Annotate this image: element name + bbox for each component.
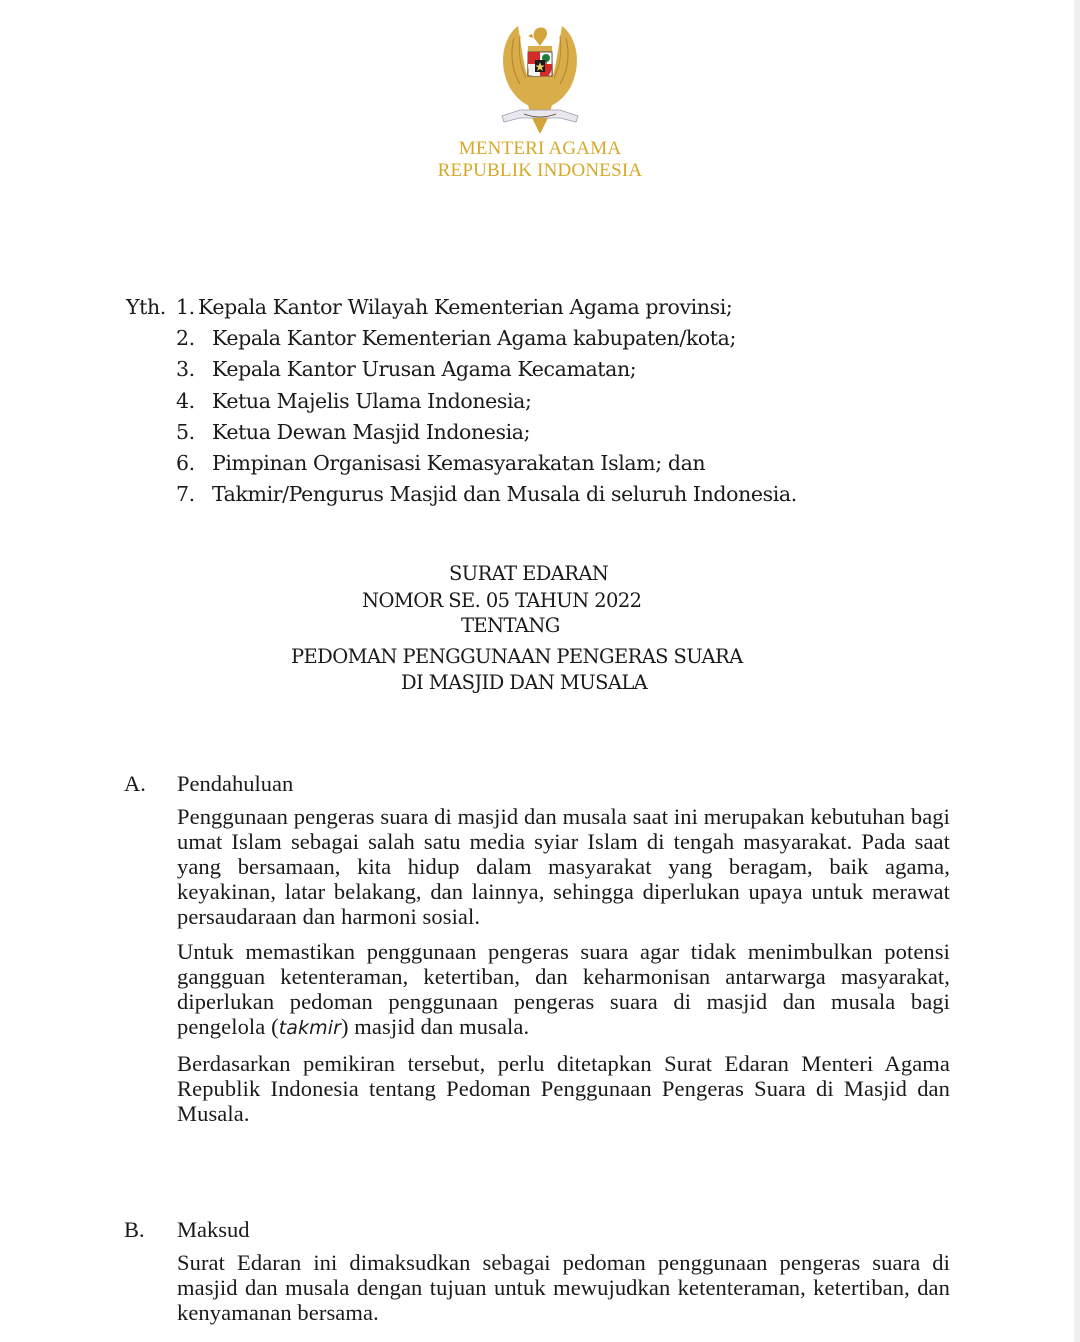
section-title: Maksud	[177, 1217, 250, 1242]
recipient-text: Ketua Dewan Masjid Indonesia;	[212, 419, 531, 444]
recipient-number: 4.	[176, 388, 195, 413]
paragraph	[177, 939, 950, 1041]
recipient-text: Kepala Kantor Urusan Agama Kecamatan;	[212, 357, 637, 382]
recipient-item	[126, 448, 797, 479]
section-title: Pendahuluan	[177, 771, 294, 796]
title-line-tentang: TENTANG	[461, 614, 560, 637]
recipient-number: 5.	[176, 419, 195, 444]
recipient-number: 1.	[176, 295, 195, 319]
office-title-line2: REPUBLIK INDONESIA	[437, 160, 643, 181]
paragraph: Surat Edaran ini dimaksudkan sebagai pedoman penggunaan pengeras suara di masjid dan musala dengan tujuan untuk mewujudkan ketenteraman, ketertiban, dan kenyamanan bersama.	[177, 1250, 950, 1325]
section-heading	[124, 1216, 950, 1244]
paragraph-text: Untuk memastikan penggunaan pengeras suara agar tidak menimbulkan potensi gangguan ketenteraman, ketertiban, dan keharmonisan antarwarga masyarakat, diperlukan pedoman penggunaan pengeras suara di masjid dan musala bagi pengelola (	[177, 939, 950, 1039]
paragraph: Berdasarkan pemikiran tersebut, perlu ditetapkan Surat Edaran Menteri Agama Republik Indonesia tentang Pedoman Penggunaan Pengeras Suara di Masjid dan Musala.	[177, 1051, 950, 1126]
italic-term: takmir	[278, 1017, 341, 1039]
letterhead	[0, 18, 1080, 182]
title-line-subject-2: DI MASJID DAN MUSALA	[401, 671, 648, 694]
recipient-number: 3.	[176, 357, 195, 382]
section-a-pendahuluan	[124, 770, 950, 1126]
salutation: Yth.	[126, 295, 166, 319]
recipient-text: Ketua Majelis Ulama Indonesia;	[212, 388, 532, 413]
office-title-line1: MENTERI AGAMA	[458, 138, 622, 159]
title-line-surat-edaran: SURAT EDARAN	[449, 562, 609, 585]
page-edge	[1074, 0, 1080, 1342]
recipient-item	[126, 386, 797, 417]
paragraph: Penggunaan pengeras suara di masjid dan musala saat ini merupakan kebutuhan bagi umat Islam sebagai salah satu media syiar Islam di tengah masyarakat. Pada saat yang bersamaan, kita hidup dalam masyarakat yang beragam, baik agama, keyakinan, latar belakang, dan lainnya, sehingga diperlukan upaya untuk merawat persaudaraan dan harmoni sosial.	[177, 804, 950, 929]
section-letter: B.	[124, 1217, 145, 1242]
section-heading	[124, 770, 950, 798]
recipient-text: Takmir/Pengurus Masjid dan Musala di seluruh Indonesia.	[212, 482, 797, 507]
recipient-number: 2.	[176, 326, 195, 351]
recipient-item	[126, 323, 797, 354]
section-letter: A.	[124, 771, 146, 796]
section-b-maksud	[124, 1216, 950, 1325]
recipient-list	[126, 292, 797, 510]
recipient-item	[126, 417, 797, 448]
title-line-nomor: NOMOR SE. 05 TAHUN 2022	[362, 589, 642, 612]
recipient-text: Kepala Kantor Kementerian Agama kabupaten/kota;	[212, 326, 736, 351]
paragraph-text: ) masjid dan musala.	[340, 1014, 530, 1039]
title-line-subject-1: PEDOMAN PENGGUNAAN PENGERAS SUARA	[291, 645, 743, 668]
recipient-number: 6.	[176, 451, 195, 476]
recipient-text: Kepala Kantor Wilayah Kementerian Agama provinsi;	[198, 295, 733, 319]
recipient-number: 7.	[176, 482, 195, 507]
recipient-item	[126, 354, 797, 385]
recipient-text: Pimpinan Organisasi Kemasyarakatan Islam; dan	[212, 451, 706, 476]
garuda-emblem-icon	[480, 18, 600, 138]
recipient-item	[126, 479, 797, 510]
recipient-item	[126, 292, 797, 323]
